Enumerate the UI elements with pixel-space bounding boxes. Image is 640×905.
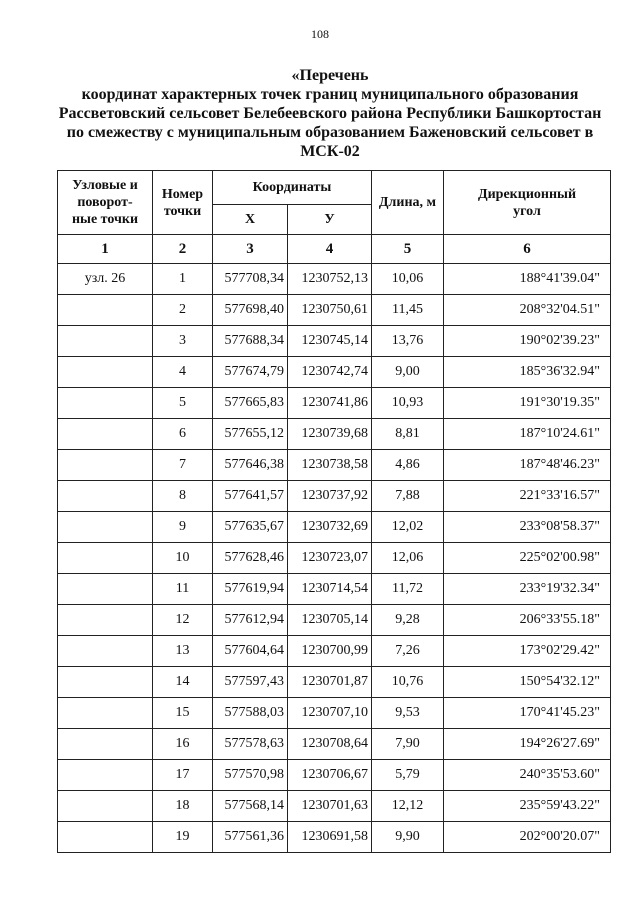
table-cell-angle: 187°10'24.61"	[444, 419, 611, 450]
table-cell-point-number: 7	[153, 450, 213, 481]
table-cell-angle: 221°33'16.57"	[444, 481, 611, 512]
table-cell-node	[58, 605, 153, 636]
table-cell-length: 7,26	[372, 636, 444, 667]
title-line: по смежеству с муниципальным образованием Баженовский сельсовет в	[66, 124, 594, 141]
table-cell-angle: 194°26'27.69"	[444, 729, 611, 760]
page-number: 108	[311, 27, 329, 41]
table-cell-y: 1230723,07	[288, 543, 372, 574]
table-cell-angle: 235°59'43.22"	[444, 791, 611, 822]
table-cell-x: 577674,79	[213, 357, 288, 388]
table-cell-point-number: 3	[153, 326, 213, 357]
header-point-number: Номер точки	[153, 171, 213, 235]
table-cell-node	[58, 450, 153, 481]
header-coordinates: Координаты	[213, 171, 372, 205]
title-line: Рассветовский сельсовет Белебеевского района Республики Башкортостан	[58, 105, 602, 122]
table-cell-x: 577646,38	[213, 450, 288, 481]
table-cell-node	[58, 326, 153, 357]
column-number: 2	[153, 235, 213, 264]
table-row	[58, 729, 611, 760]
table-cell-y: 1230700,99	[288, 636, 372, 667]
table-cell-point-number: 8	[153, 481, 213, 512]
table-cell-x: 577655,12	[213, 419, 288, 450]
table-cell-x: 577597,43	[213, 667, 288, 698]
table-cell-x: 577708,34	[213, 264, 288, 295]
table-row	[58, 326, 611, 357]
table-cell-point-number: 2	[153, 295, 213, 326]
table-cell-angle: 191°30'19.35"	[444, 388, 611, 419]
table-cell-point-number: 10	[153, 543, 213, 574]
table-cell-length: 10,76	[372, 667, 444, 698]
table-cell-angle: 190°02'39.23"	[444, 326, 611, 357]
table-cell-length: 8,81	[372, 419, 444, 450]
table-cell-length: 9,28	[372, 605, 444, 636]
table-cell-angle: 170°41'45.23"	[444, 698, 611, 729]
table-row	[58, 357, 611, 388]
table-cell-x: 577570,98	[213, 760, 288, 791]
table-cell-length: 12,02	[372, 512, 444, 543]
table-cell-x: 577578,63	[213, 729, 288, 760]
table-row	[58, 667, 611, 698]
table-cell-length: 9,00	[372, 357, 444, 388]
table-cell-point-number: 13	[153, 636, 213, 667]
table-cell-point-number: 4	[153, 357, 213, 388]
table-cell-node	[58, 760, 153, 791]
table-cell-angle: 173°02'29.42"	[444, 636, 611, 667]
table-cell-y: 1230701,87	[288, 667, 372, 698]
table-row	[58, 450, 611, 481]
table-cell-x: 577604,64	[213, 636, 288, 667]
table-cell-x: 577588,03	[213, 698, 288, 729]
table-row	[58, 295, 611, 326]
table-cell-y: 1230742,74	[288, 357, 372, 388]
table-cell-angle: 233°19'32.34"	[444, 574, 611, 605]
table-cell-x: 577635,67	[213, 512, 288, 543]
table-cell-y: 1230701,63	[288, 791, 372, 822]
header-x: X	[213, 205, 288, 235]
table-cell-y: 1230691,58	[288, 822, 372, 853]
table-cell-angle: 240°35'53.60"	[444, 760, 611, 791]
title-line: МСК-02	[300, 143, 360, 160]
table-cell-point-number: 14	[153, 667, 213, 698]
table-cell-y: 1230714,54	[288, 574, 372, 605]
header-length: Длина, м	[372, 171, 444, 235]
header-y: У	[288, 205, 372, 235]
table-cell-node	[58, 388, 153, 419]
table-cell-length: 5,79	[372, 760, 444, 791]
table-row	[58, 760, 611, 791]
table-cell-length: 7,88	[372, 481, 444, 512]
table-cell-length: 10,93	[372, 388, 444, 419]
table-cell-node	[58, 295, 153, 326]
table-row	[58, 574, 611, 605]
table-cell-point-number: 9	[153, 512, 213, 543]
table-cell-angle: 206°33'55.18"	[444, 605, 611, 636]
header-angle: Дирекционный угол	[444, 171, 611, 235]
table-cell-point-number: 5	[153, 388, 213, 419]
table-cell-node	[58, 574, 153, 605]
table-cell-angle: 225°02'00.98"	[444, 543, 611, 574]
header-node-points: Узловые и поворот- ные точки	[58, 171, 153, 235]
table-cell-length: 12,06	[372, 543, 444, 574]
table-row	[58, 388, 611, 419]
table-cell-node	[58, 636, 153, 667]
table-cell-angle: 208°32'04.51"	[444, 295, 611, 326]
table-cell-point-number: 6	[153, 419, 213, 450]
table-cell-x: 577641,57	[213, 481, 288, 512]
title-line: координат характерных точек границ муниципального образования	[81, 86, 579, 103]
table-cell-node	[58, 729, 153, 760]
table-cell-length: 4,86	[372, 450, 444, 481]
column-number: 4	[288, 235, 372, 264]
table-cell-y: 1230708,64	[288, 729, 372, 760]
column-number: 6	[444, 235, 611, 264]
table-cell-x: 577568,14	[213, 791, 288, 822]
table-cell-point-number: 12	[153, 605, 213, 636]
table-row	[58, 636, 611, 667]
table-cell-node	[58, 698, 153, 729]
table-row	[58, 264, 611, 295]
table-body	[58, 264, 611, 853]
table-row	[58, 419, 611, 450]
table-cell-x: 577688,34	[213, 326, 288, 357]
table-cell-point-number: 1	[153, 264, 213, 295]
table-cell-y: 1230738,58	[288, 450, 372, 481]
table-cell-length: 13,76	[372, 326, 444, 357]
table-cell-x: 577619,94	[213, 574, 288, 605]
table-cell-angle: 233°08'58.37"	[444, 512, 611, 543]
table-cell-node	[58, 481, 153, 512]
table-cell-y: 1230739,68	[288, 419, 372, 450]
table-cell-point-number: 17	[153, 760, 213, 791]
table-cell-angle: 188°41'39.04"	[444, 264, 611, 295]
table-cell-x: 577665,83	[213, 388, 288, 419]
table-cell-angle: 202°00'20.07"	[444, 822, 611, 853]
table-cell-point-number: 18	[153, 791, 213, 822]
table-cell-point-number: 15	[153, 698, 213, 729]
document-title	[40, 66, 620, 161]
table-cell-node	[58, 822, 153, 853]
table-cell-length: 9,53	[372, 698, 444, 729]
table-cell-length: 11,45	[372, 295, 444, 326]
table-row	[58, 698, 611, 729]
table-cell-length: 12,12	[372, 791, 444, 822]
table-cell-node	[58, 357, 153, 388]
table-cell-y: 1230705,14	[288, 605, 372, 636]
table-cell-length: 10,06	[372, 264, 444, 295]
table-row	[58, 543, 611, 574]
column-number: 3	[213, 235, 288, 264]
table-cell-node	[58, 419, 153, 450]
table-cell-angle: 187°48'46.23"	[444, 450, 611, 481]
title-line: «Перечень	[291, 67, 369, 84]
table-cell-x: 577612,94	[213, 605, 288, 636]
table-cell-point-number: 16	[153, 729, 213, 760]
table-cell-y: 1230737,92	[288, 481, 372, 512]
table-cell-point-number: 19	[153, 822, 213, 853]
table-cell-y: 1230732,69	[288, 512, 372, 543]
table-cell-node	[58, 667, 153, 698]
table-cell-x: 577698,40	[213, 295, 288, 326]
table-cell-length: 9,90	[372, 822, 444, 853]
table-cell-node: узл. 26	[58, 264, 153, 295]
column-number: 5	[372, 235, 444, 264]
table-cell-y: 1230750,61	[288, 295, 372, 326]
table-cell-length: 7,90	[372, 729, 444, 760]
table-cell-y: 1230707,10	[288, 698, 372, 729]
table-row	[58, 512, 611, 543]
table-row	[58, 481, 611, 512]
table-cell-y: 1230752,13	[288, 264, 372, 295]
coordinates-table	[57, 170, 611, 853]
table-cell-node	[58, 543, 153, 574]
column-number: 1	[58, 235, 153, 264]
table-cell-y: 1230741,86	[288, 388, 372, 419]
table-row	[58, 791, 611, 822]
table-cell-node	[58, 791, 153, 822]
table-cell-x: 577561,36	[213, 822, 288, 853]
table-row	[58, 822, 611, 853]
table-cell-point-number: 11	[153, 574, 213, 605]
table-row	[58, 605, 611, 636]
table-cell-y: 1230706,67	[288, 760, 372, 791]
table-cell-angle: 150°54'32.12"	[444, 667, 611, 698]
table-cell-y: 1230745,14	[288, 326, 372, 357]
table-cell-length: 11,72	[372, 574, 444, 605]
table-cell-node	[58, 512, 153, 543]
table-cell-x: 577628,46	[213, 543, 288, 574]
table-cell-angle: 185°36'32.94"	[444, 357, 611, 388]
